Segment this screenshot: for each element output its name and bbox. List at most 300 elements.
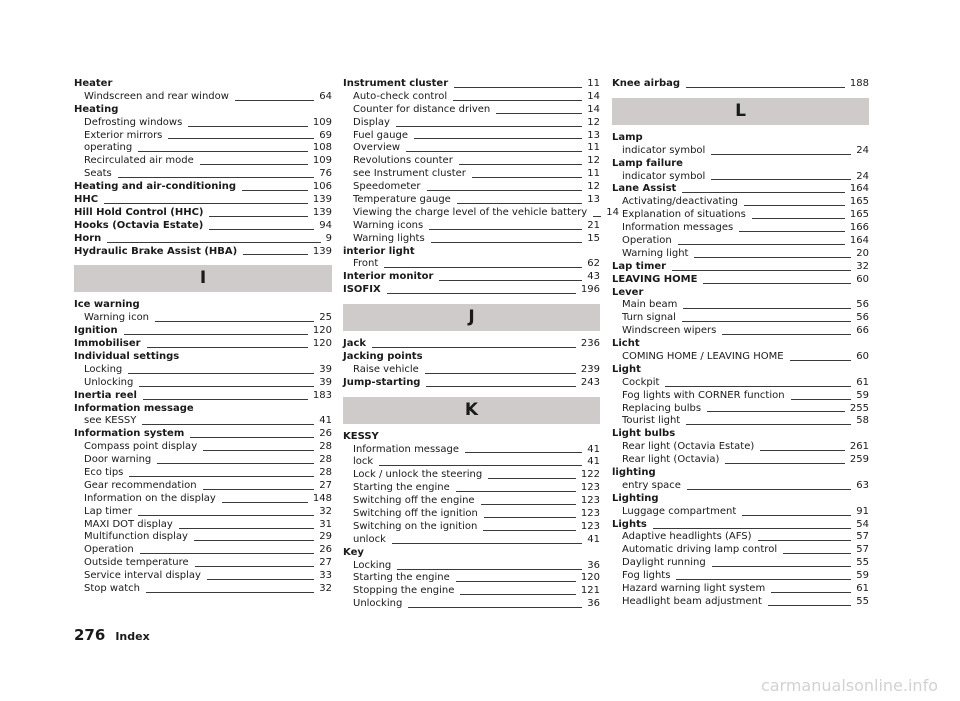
entry-term: Hill Hold Control (HHC) bbox=[74, 206, 204, 218]
entry-term: Lock / unlock the steering bbox=[353, 469, 483, 481]
index-subentry bbox=[343, 456, 600, 469]
index-subentry bbox=[343, 142, 600, 155]
entry-page-number: 63 bbox=[856, 479, 869, 491]
leader-line bbox=[379, 465, 582, 466]
index-entry bbox=[612, 493, 869, 506]
index-entry bbox=[74, 233, 332, 246]
index-entry bbox=[74, 220, 332, 233]
entry-page-number: 61 bbox=[856, 376, 869, 388]
leader-line bbox=[457, 203, 582, 204]
entry-term: Information message bbox=[353, 443, 460, 455]
index-entry bbox=[343, 377, 600, 390]
index-subentry bbox=[343, 206, 619, 220]
leader-line bbox=[481, 504, 576, 505]
entry-page-number: 58 bbox=[856, 415, 869, 427]
entry-term: Lever bbox=[612, 286, 644, 298]
index-subentry bbox=[343, 482, 600, 495]
leader-line bbox=[712, 566, 852, 567]
index-subentry bbox=[612, 196, 869, 209]
leader-line bbox=[142, 424, 314, 425]
entry-term: Cockpit bbox=[622, 376, 660, 388]
leader-line bbox=[682, 321, 851, 322]
leader-line bbox=[235, 100, 314, 101]
index-subentry bbox=[343, 155, 600, 168]
index-entry bbox=[612, 274, 869, 287]
entry-term: Door warning bbox=[84, 454, 152, 466]
entry-term: Warning lights bbox=[353, 232, 425, 244]
index-subentry bbox=[343, 495, 600, 508]
entry-page-number: 123 bbox=[580, 495, 600, 507]
leader-line bbox=[739, 231, 845, 232]
index-subentry bbox=[343, 233, 600, 246]
entry-term: Headlight beam adjustment bbox=[622, 595, 762, 607]
entry-term: Overview bbox=[353, 142, 401, 154]
leader-line bbox=[372, 347, 576, 348]
leader-line bbox=[155, 321, 314, 322]
entry-term: Windscreen and rear window bbox=[84, 90, 229, 102]
entry-page-number: 13 bbox=[587, 194, 600, 205]
index-subentry bbox=[74, 364, 332, 377]
entry-term: Ice warning bbox=[74, 299, 140, 311]
index-subentry bbox=[612, 570, 869, 583]
index-entry bbox=[612, 364, 869, 377]
entry-page-number: 120 bbox=[580, 572, 600, 584]
index-entry bbox=[343, 547, 600, 560]
leader-line bbox=[725, 463, 844, 464]
letter-section-header: L bbox=[612, 98, 869, 125]
leader-line bbox=[439, 280, 582, 281]
leader-line bbox=[107, 242, 320, 243]
entry-page-number: 15 bbox=[587, 232, 600, 244]
index-subentry bbox=[612, 145, 869, 158]
entry-term: indicator symbol bbox=[622, 170, 706, 182]
entry-term: Speedometer bbox=[353, 181, 421, 193]
index-subentry bbox=[612, 299, 869, 312]
index-subentry bbox=[343, 560, 600, 573]
entry-page-number: 56 bbox=[856, 312, 869, 324]
index-entry bbox=[74, 351, 332, 364]
entry-term: Rear light (Octavia) bbox=[622, 454, 720, 466]
index-entry bbox=[74, 246, 332, 259]
entry-term: Horn bbox=[74, 232, 102, 244]
entry-page-number: 41 bbox=[587, 533, 600, 545]
leader-line bbox=[771, 592, 851, 593]
entry-term: Locking bbox=[353, 559, 392, 571]
leader-line bbox=[672, 270, 851, 271]
leader-line bbox=[460, 594, 575, 595]
entry-term: Viewing the charge level of the vehicle battery bbox=[353, 206, 588, 218]
entry-term: Key bbox=[343, 546, 364, 558]
leader-line bbox=[129, 476, 314, 477]
leader-line bbox=[209, 229, 314, 230]
entry-page-number: 39 bbox=[319, 376, 332, 388]
entry-page-number: 196 bbox=[580, 284, 600, 296]
entry-term: Exterior mirrors bbox=[84, 129, 163, 141]
index-subentry bbox=[343, 585, 600, 598]
leader-line bbox=[707, 411, 845, 412]
leader-line bbox=[397, 569, 582, 570]
entry-term: Information on the display bbox=[84, 492, 216, 504]
entry-term: Activating/deactivating bbox=[622, 196, 738, 208]
index-entry bbox=[612, 158, 869, 171]
leader-line bbox=[454, 87, 582, 88]
index-subentry bbox=[343, 444, 600, 457]
index-subentry bbox=[74, 467, 332, 480]
leader-line bbox=[484, 517, 576, 518]
index-entry bbox=[612, 261, 869, 274]
entry-term: KESSY bbox=[343, 430, 379, 442]
index-subentry bbox=[343, 117, 600, 130]
entry-term: Heating and air-conditioning bbox=[74, 181, 237, 193]
index-subentry bbox=[612, 171, 869, 184]
leader-line bbox=[243, 254, 308, 255]
leader-line bbox=[396, 126, 582, 127]
index-subentry bbox=[74, 583, 332, 596]
leader-line bbox=[703, 283, 851, 284]
leader-line bbox=[209, 216, 307, 217]
entry-page-number: 24 bbox=[856, 144, 869, 156]
entry-term: Hooks (Octavia Estate) bbox=[74, 219, 204, 231]
index-entry bbox=[74, 403, 332, 416]
footer-label: Index bbox=[115, 630, 150, 643]
index-subentry bbox=[343, 168, 600, 181]
index-subentry bbox=[612, 248, 869, 261]
leader-line bbox=[143, 399, 308, 400]
index-column-1 bbox=[74, 78, 332, 596]
index-subentry bbox=[612, 480, 869, 493]
index-subentry bbox=[74, 532, 332, 545]
leader-line bbox=[687, 489, 851, 490]
index-subentry bbox=[343, 130, 600, 143]
entry-term: Outside temperature bbox=[84, 557, 189, 569]
entry-page-number: 21 bbox=[587, 219, 600, 231]
leader-line bbox=[678, 244, 845, 245]
entry-page-number: 28 bbox=[319, 467, 332, 479]
index-entry bbox=[74, 207, 332, 220]
index-subentry bbox=[74, 519, 332, 532]
entry-term: entry space bbox=[622, 479, 681, 491]
index-entry bbox=[612, 132, 869, 145]
leader-line bbox=[200, 164, 308, 165]
index-subentry bbox=[343, 91, 600, 104]
index-subentry bbox=[612, 506, 869, 519]
entry-page-number: 64 bbox=[319, 90, 332, 102]
entry-page-number: 24 bbox=[856, 170, 869, 182]
entry-page-number: 59 bbox=[856, 389, 869, 401]
entry-term: Light bbox=[612, 363, 641, 375]
entry-page-number: 26 bbox=[319, 544, 332, 556]
leader-line bbox=[790, 360, 852, 361]
entry-term: Fog lights with CORNER function bbox=[622, 389, 785, 401]
leader-line bbox=[744, 205, 845, 206]
leader-line bbox=[711, 179, 851, 180]
index-entry bbox=[343, 284, 600, 297]
letter-section-header: K bbox=[343, 397, 600, 424]
entry-term: Front bbox=[353, 258, 379, 270]
leader-line bbox=[179, 528, 314, 529]
entry-term: Ignition bbox=[74, 325, 118, 337]
leader-line bbox=[496, 113, 582, 114]
page-footer bbox=[74, 626, 150, 644]
entry-page-number: 57 bbox=[856, 531, 869, 543]
entry-term: HHC bbox=[74, 194, 99, 205]
entry-page-number: 122 bbox=[580, 469, 600, 481]
entry-page-number: 120 bbox=[312, 325, 332, 337]
leader-line bbox=[392, 543, 582, 544]
entry-page-number: 188 bbox=[849, 77, 869, 89]
entry-page-number: 32 bbox=[319, 583, 332, 595]
entry-term: Eco tips bbox=[84, 467, 124, 479]
entry-term: Turn signal bbox=[622, 312, 676, 324]
leader-line bbox=[426, 386, 575, 387]
leader-line bbox=[138, 151, 308, 152]
leader-line bbox=[686, 87, 845, 88]
entry-page-number: 31 bbox=[319, 518, 332, 530]
leader-line bbox=[459, 164, 582, 165]
leader-line bbox=[427, 190, 583, 191]
index-subentry bbox=[343, 258, 600, 271]
entry-term: Fuel gauge bbox=[353, 129, 408, 141]
page-number: 276 bbox=[74, 626, 106, 644]
entry-term: Adaptive headlights (AFS) bbox=[622, 531, 752, 543]
leader-line bbox=[138, 515, 314, 516]
entry-page-number: 165 bbox=[849, 196, 869, 208]
entry-term: Lighting bbox=[612, 492, 659, 504]
entry-page-number: 9 bbox=[325, 232, 332, 244]
leader-line bbox=[694, 257, 851, 258]
entry-page-number: 121 bbox=[580, 585, 600, 597]
index-subentry bbox=[612, 596, 869, 609]
leader-line bbox=[483, 530, 576, 531]
leader-line bbox=[742, 515, 851, 516]
entry-term: Switching on the ignition bbox=[353, 520, 478, 532]
entry-term: Information messages bbox=[622, 222, 734, 234]
entry-page-number: 59 bbox=[856, 570, 869, 582]
entry-page-number: 69 bbox=[319, 129, 332, 141]
leader-line bbox=[472, 177, 582, 178]
entry-term: COMING HOME / LEAVING HOME bbox=[622, 351, 784, 363]
leader-line bbox=[665, 386, 851, 387]
leader-line bbox=[453, 100, 582, 101]
entry-term: Lamp failure bbox=[612, 157, 683, 169]
entry-term: Information message bbox=[74, 402, 194, 414]
index-subentry bbox=[612, 377, 869, 390]
leader-line bbox=[128, 373, 314, 374]
leader-line bbox=[190, 437, 314, 438]
entry-page-number: 32 bbox=[856, 260, 869, 272]
letter-section-header: J bbox=[343, 304, 600, 331]
index-entry bbox=[343, 271, 600, 284]
index-subentry bbox=[74, 91, 332, 104]
index-subentry bbox=[612, 454, 869, 467]
leader-line bbox=[752, 218, 845, 219]
leader-line bbox=[653, 528, 851, 529]
entry-term: Fog lights bbox=[622, 570, 671, 582]
leader-line bbox=[593, 216, 601, 217]
entry-page-number: 76 bbox=[319, 168, 332, 180]
index-entry bbox=[343, 351, 600, 364]
entry-page-number: 239 bbox=[580, 363, 600, 375]
index-subentry bbox=[612, 441, 869, 454]
index-subentry bbox=[612, 403, 869, 416]
entry-page-number: 139 bbox=[312, 206, 332, 218]
index-subentry bbox=[612, 532, 869, 545]
leader-line bbox=[124, 334, 308, 335]
leader-line bbox=[139, 386, 314, 387]
index-subentry bbox=[74, 480, 332, 493]
leader-line bbox=[140, 553, 315, 554]
entry-page-number: 261 bbox=[849, 441, 869, 453]
leader-line bbox=[783, 553, 851, 554]
leader-line bbox=[768, 605, 851, 606]
entry-term: Main beam bbox=[622, 299, 678, 311]
entry-page-number: 12 bbox=[587, 155, 600, 167]
leader-line bbox=[203, 450, 314, 451]
entry-term: Lamp bbox=[612, 131, 643, 143]
entry-page-number: 55 bbox=[856, 595, 869, 607]
entry-page-number: 56 bbox=[856, 299, 869, 311]
index-subentry bbox=[74, 312, 332, 325]
entry-term: Defrosting windows bbox=[84, 116, 183, 128]
entry-term: Lane Assist bbox=[612, 183, 677, 195]
entry-page-number: 61 bbox=[856, 583, 869, 595]
entry-term: Inertia reel bbox=[74, 389, 137, 401]
index-entry bbox=[612, 78, 869, 91]
entry-term: Compass point display bbox=[84, 441, 198, 453]
entry-term: Recirculated air mode bbox=[84, 155, 194, 167]
entry-page-number: 123 bbox=[580, 508, 600, 520]
entry-term: Warning light bbox=[622, 247, 689, 259]
index-subentry bbox=[74, 454, 332, 467]
index-subentry bbox=[612, 390, 869, 403]
leader-line bbox=[711, 154, 851, 155]
entry-page-number: 43 bbox=[587, 271, 600, 283]
leader-line bbox=[146, 592, 314, 593]
leader-line bbox=[758, 540, 852, 541]
entry-page-number: 29 bbox=[319, 531, 332, 543]
entry-term: Raise vehicle bbox=[353, 363, 419, 375]
entry-term: indicator symbol bbox=[622, 144, 706, 156]
entry-term: LEAVING HOME bbox=[612, 273, 698, 285]
entry-term: MAXI DOT display bbox=[84, 518, 173, 530]
leader-line bbox=[384, 267, 582, 268]
entry-page-number: 11 bbox=[587, 168, 600, 180]
index-subentry bbox=[343, 534, 600, 547]
leader-line bbox=[387, 293, 576, 294]
entry-term: Light bulbs bbox=[612, 428, 676, 440]
entry-term: Starting the engine bbox=[353, 572, 450, 584]
leader-line bbox=[203, 489, 315, 490]
index-entry bbox=[74, 181, 332, 194]
entry-term: Stop watch bbox=[84, 583, 140, 595]
index-subentry bbox=[343, 220, 600, 233]
entry-term: Gear recommendation bbox=[84, 479, 197, 491]
index-subentry bbox=[612, 235, 869, 248]
entry-page-number: 39 bbox=[319, 363, 332, 375]
entry-page-number: 108 bbox=[312, 142, 332, 154]
index-subentry bbox=[612, 312, 869, 325]
entry-term: Starting the engine bbox=[353, 482, 450, 494]
entry-term: Service interval display bbox=[84, 570, 201, 582]
entry-page-number: 27 bbox=[319, 557, 332, 569]
entry-term: Interior monitor bbox=[343, 271, 434, 283]
entry-page-number: 164 bbox=[849, 183, 869, 195]
index-subentry bbox=[74, 130, 332, 143]
entry-page-number: 13 bbox=[587, 129, 600, 141]
entry-page-number: 14 bbox=[587, 90, 600, 102]
leader-line bbox=[104, 203, 308, 204]
entry-page-number: 55 bbox=[856, 557, 869, 569]
entry-page-number: 54 bbox=[856, 518, 869, 530]
entry-term: Jump-starting bbox=[343, 376, 421, 388]
index-entry bbox=[343, 431, 600, 444]
entry-page-number: 91 bbox=[856, 505, 869, 517]
leader-line bbox=[682, 192, 845, 193]
leader-line bbox=[188, 126, 308, 127]
entry-term: Windscreen wipers bbox=[622, 325, 717, 337]
entry-term: Immobiliser bbox=[74, 338, 141, 350]
entry-term: unlock bbox=[353, 533, 386, 545]
watermark: carmanualsonline.info bbox=[760, 676, 938, 695]
entry-page-number: 12 bbox=[587, 116, 600, 128]
entry-page-number: 139 bbox=[312, 194, 332, 205]
entry-term: Instrument cluster bbox=[343, 77, 449, 89]
entry-term: Automatic driving lamp control bbox=[622, 544, 778, 556]
entry-term: Daylight running bbox=[622, 557, 706, 569]
entry-page-number: 236 bbox=[580, 338, 600, 350]
entry-term: operating bbox=[84, 142, 133, 154]
index-subentry bbox=[74, 168, 332, 181]
entry-page-number: 243 bbox=[580, 376, 600, 388]
index-subentry bbox=[74, 415, 332, 428]
leader-line bbox=[686, 424, 851, 425]
entry-term: Unlocking bbox=[84, 376, 134, 388]
index-subentry bbox=[74, 142, 332, 155]
entry-page-number: 60 bbox=[856, 273, 869, 285]
entry-term: Licht bbox=[612, 338, 640, 350]
entry-term: Lap timer bbox=[612, 260, 667, 272]
entry-term: ISOFIX bbox=[343, 284, 381, 296]
entry-term: Operation bbox=[84, 544, 134, 556]
entry-term: lighting bbox=[612, 467, 656, 479]
entry-page-number: 41 bbox=[587, 443, 600, 455]
leader-line bbox=[408, 607, 582, 608]
entry-term: Rear light (Octavia Estate) bbox=[622, 441, 755, 453]
entry-page-number: 11 bbox=[587, 77, 600, 89]
entry-page-number: 123 bbox=[580, 520, 600, 532]
entry-page-number: 165 bbox=[849, 209, 869, 221]
entry-term: Operation bbox=[622, 235, 672, 246]
index-subentry bbox=[612, 325, 869, 338]
entry-term: Unlocking bbox=[353, 598, 403, 610]
index-entry bbox=[612, 287, 869, 300]
index-entry bbox=[74, 338, 332, 351]
entry-term: Warning icon bbox=[84, 312, 150, 324]
index-entry bbox=[343, 78, 600, 91]
entry-page-number: 12 bbox=[587, 181, 600, 193]
leader-line bbox=[195, 566, 315, 567]
index-subentry bbox=[612, 544, 869, 557]
index-subentry bbox=[612, 557, 869, 570]
entry-page-number: 255 bbox=[849, 402, 869, 414]
index-column-2 bbox=[343, 77, 619, 611]
entry-term: Revolutions counter bbox=[353, 155, 453, 167]
entry-page-number: 259 bbox=[849, 454, 869, 466]
entry-page-number: 120 bbox=[312, 338, 332, 350]
entry-page-number: 32 bbox=[319, 505, 332, 517]
entry-page-number: 41 bbox=[587, 456, 600, 468]
entry-page-number: 183 bbox=[312, 389, 332, 401]
